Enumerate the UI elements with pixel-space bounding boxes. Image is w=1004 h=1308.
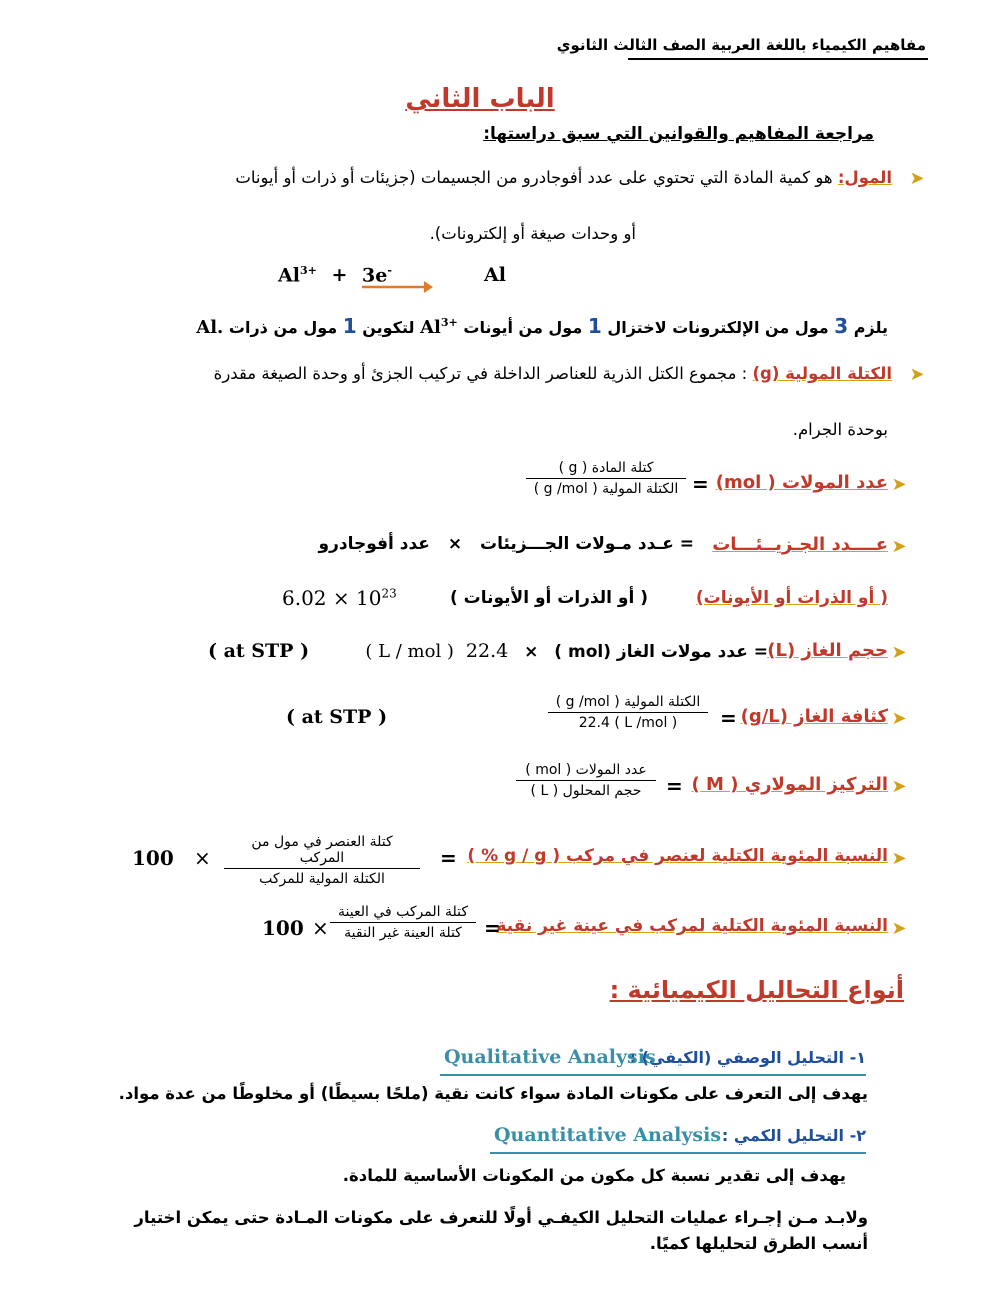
arrow-bullet-icon: ➤ (891, 848, 907, 869)
mole-label: المول: (837, 168, 892, 187)
arrow-bullet-icon: ➤ (891, 642, 907, 663)
product-al: Al (484, 264, 506, 286)
moles-fraction (526, 460, 686, 497)
gas-volume-formula: = عدد مولات الغاز (mol ) × 22.4 ( L / mol ) (365, 640, 768, 662)
mole-line-1 (117, 168, 892, 187)
moles-equals: = (692, 472, 709, 496)
gas-density-label: كثافة الغاز (g/L) (740, 706, 888, 727)
arrow-bullet-icon: ➤ (891, 474, 907, 495)
percent-compound-denominator: كتلة العينة غير النقية (344, 925, 462, 941)
molecules-alt-label: ( أو الذرات أو الأيونات) (695, 588, 888, 608)
percent-compound-equals: = (484, 916, 501, 940)
gas-density-fraction (548, 694, 708, 731)
gas-density-numerator: الكتلة المولية ( g /mol ) (548, 694, 708, 713)
chapter-title: الباب الثاني (405, 84, 555, 114)
molar-mass-line-1 (117, 364, 892, 383)
molarity-denominator: حجم المحلول ( L ) (530, 783, 642, 799)
percent-compound-label: النسبة المئوية الكتلية لمركب في عينة غير نقية (496, 916, 888, 936)
gas-volume-label: حجم الغاز (L) (767, 640, 888, 661)
moles-label: عدد المولات ( mol) (715, 472, 888, 493)
gas-volume-stp: ( at STP ) (208, 640, 310, 662)
percent-element-denominator: الكتلة المولية للمركب (259, 871, 385, 887)
arrow-bullet-icon: ➤ (891, 536, 907, 557)
qualitative-rule (440, 1074, 866, 1076)
arrow-bullet-icon: ➤ (891, 918, 907, 939)
percent-element-hundred: 100 (132, 846, 174, 870)
gas-density-stp: ( at STP ) (286, 706, 388, 728)
percent-compound-times: × (312, 916, 329, 940)
quantitative-desc: يهدف إلى تقدير نسبة كل مكون من المكونات الأساسية للمادة. (342, 1166, 846, 1185)
arrow-bullet-icon: ➤ (891, 708, 907, 729)
quantitative-title: ٢- التحليل الكمي : (721, 1126, 866, 1145)
molecules-formula: = عـدد مـولات الجـــزيئات × عدد أفوجادرو (318, 534, 694, 554)
percent-element-times: × (194, 846, 211, 870)
molarity-numerator: عدد المولات ( mol ) (516, 762, 656, 781)
percent-element-numerator: كتلة العنصر في مول من المركب (224, 834, 420, 869)
percent-element-fraction (224, 834, 420, 887)
percent-compound-hundred: 100 (262, 916, 304, 940)
percent-element-equals: = (440, 846, 457, 870)
gas-density-denominator: ( L /mol ) 22.4 (578, 715, 678, 731)
gas-density-equals: = (720, 706, 737, 730)
mole-def-1: هو كمية المادة التي تحتوي على عدد أفوجادرو من الجسيمات (جزيئات أو ذرات أو أيونات (235, 168, 833, 187)
avogadro-number: $6.02 \times 10^{23}$ (282, 586, 397, 610)
moles-numerator: كتلة المادة ( g ) (526, 460, 686, 479)
mole-def-2: أو وحدات صيغة أو إلكترونات). (429, 224, 636, 243)
molar-mass-def-2: بوحدة الجرام. (792, 420, 888, 439)
arrow-bullet-icon: ➤ (891, 776, 907, 797)
analysis-note-1: ولابـد مـن إجـراء عمليات التحليل الكيفـي أولًا للتعرف على مكونات المـادة حتى يمكن اختيار (134, 1208, 868, 1227)
quantitative-rule (490, 1152, 866, 1154)
qualitative-english: Qualitative Analysis (444, 1046, 656, 1068)
molarity-label: التركيز المولاري ( M ) (691, 774, 888, 795)
percent-element-label: النسبة المئوية الكتلية لعنصر في مركب ( g / g % ) (467, 846, 888, 866)
reduction-equation: $Al^{3+} + 3e^-$ (278, 264, 392, 287)
arrow-bullet-icon: ➤ (909, 168, 925, 189)
qualitative-title: ١- التحليل الوصفي (الكيفي) : (629, 1048, 866, 1067)
reaction-arrow-icon (360, 278, 434, 294)
molecules-alt-text: ( أو الذرات أو الأيونات ) (449, 588, 648, 608)
molar-mass-def-1: : مجموع الكتل الذرية للعناصر الداخلة في تركيب الجزئ أو وحدة الصيغة مقدرة (213, 364, 748, 383)
molarity-equals: = (666, 774, 683, 798)
analysis-heading: أنواع التحاليل الكيميائية : (609, 976, 904, 1004)
molarity-fraction (516, 762, 656, 799)
quantitative-english: Quantitative Analysis (494, 1124, 722, 1146)
qualitative-desc: يهدف إلى التعرف على مكونات المادة سواء كانت نقية (ملحًا بسيطًا) أو مخلوطًا من عدة مواد. (118, 1084, 868, 1103)
arrow-bullet-icon: ➤ (909, 364, 925, 385)
molecules-label: عــــدد الجـزيــئـــات (712, 534, 888, 555)
header-rule (628, 58, 928, 60)
percent-compound-numerator: كتلة المركب في العينة (330, 904, 476, 923)
percent-compound-fraction (330, 904, 476, 941)
molar-mass-label: الكتلة المولية (g) (752, 364, 892, 383)
moles-denominator: الكتلة المولية ( g /mol ) (533, 481, 679, 497)
header-title: مفاهيم الكيمياء باللغة العربية الصف الثالث الثانوي (556, 36, 926, 54)
requirement-sentence: يلزم 3 مول من الإلكترونات لاختزال 1 مول من أيونات $Al^{3+}$ لتكوين 1 مول من ذرات Al. (196, 314, 888, 338)
review-heading: مراجعة المفاهيم والقوانين التي سبق دراستها: (483, 124, 874, 144)
analysis-note-2: أنسب الطرق لتحليلها كميًا. (649, 1234, 868, 1253)
